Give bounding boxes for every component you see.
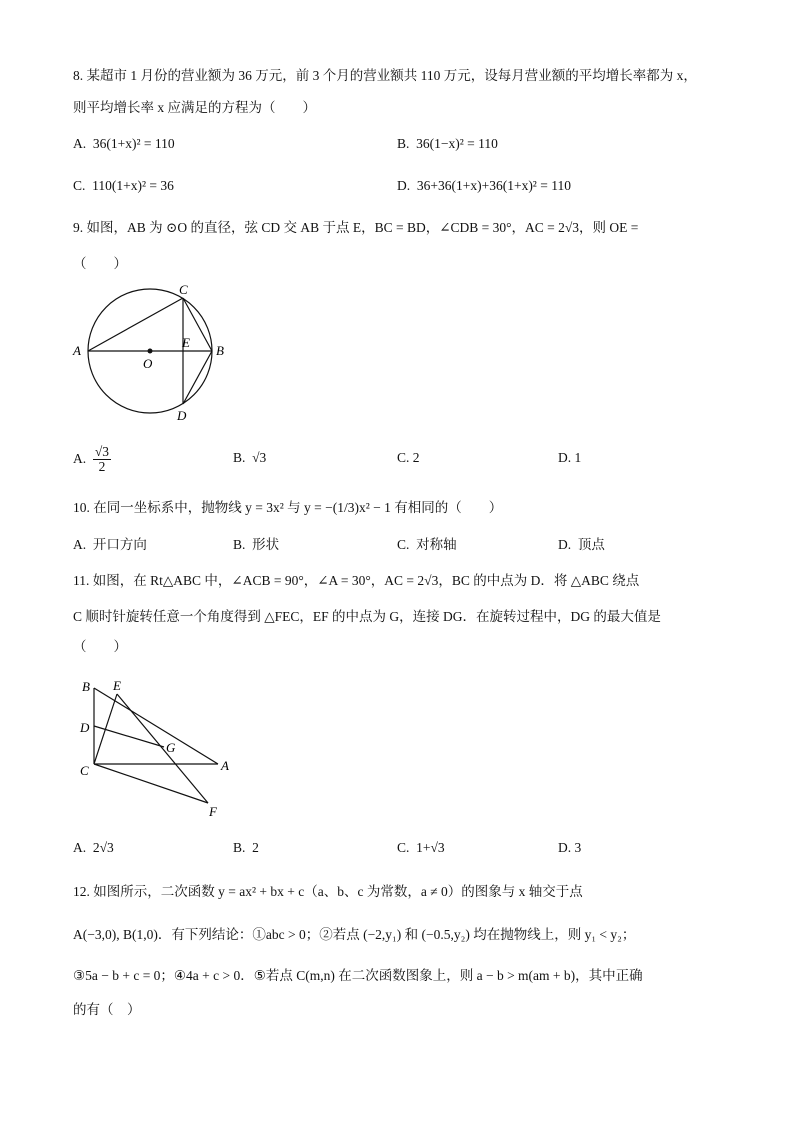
label-b: B <box>216 343 224 358</box>
q9-circle-figure <box>70 278 230 428</box>
label-o: O <box>143 356 153 371</box>
fraction-sqrt3-over-2: $\frac{√3}{2}$ <box>94 444 110 475</box>
q8-option-b: B. 36(1−x)² = 110 <box>397 136 498 151</box>
q11-option-c: C. 1+√3 <box>397 840 445 855</box>
q11-stem-line1: 11. 如图，在 Rt△ABC 中，∠ACB = 90°，∠A = 30°，AC = 2√3，BC 的中点为 D．将 △ABC 绕点 <box>73 573 640 588</box>
label-d: D <box>80 720 90 735</box>
q11-stem-line2: C 顺时针旋转任意一个角度得到 △FEC，EF 的中点为 G，连接 DG．在旋转过程中，DG 的最大值是 <box>73 609 661 624</box>
q8-stem-line1: 8. 某超市 1 月份的营业额为 36 万元，前 3 个月的营业额共 110 万元，设每月营业额的平均增长率都为 x， <box>73 68 697 83</box>
q10-option-c: C. 对称轴 <box>397 537 457 552</box>
q8-option-d: D. 36+36(1+x)+36(1+x)² = 110 <box>397 178 571 193</box>
center-point-o <box>148 349 153 354</box>
segment-ef <box>117 694 208 803</box>
q11-option-d: D. 3 <box>558 840 582 855</box>
label-b: B <box>82 679 90 694</box>
q12-stem-line2: A(−3,0), B(1,0)．有下列结论：①abc > 0；②若点 (−2,y₁) 和 (−0.5,y₂) 均在抛物线上，则 y₁ < y₂； <box>73 927 636 942</box>
q10-stem-line1: 10. 在同一坐标系中，抛物线 y = 3x² 与 y = −(1/3)x² − 1 有相同的（ ） <box>73 500 503 515</box>
q11-option-a: A. 2√3 <box>73 840 114 855</box>
q10-option-d: D. 顶点 <box>558 537 605 552</box>
label-g: G <box>166 740 176 755</box>
q9-option-c: C. 2 <box>397 450 420 465</box>
segment-cf <box>94 764 208 803</box>
segment-dg <box>94 726 164 747</box>
q12-stem-line4: 的有（ ） <box>73 1002 141 1017</box>
q8-option-a: A. 36(1+x)² = 110 <box>73 136 175 151</box>
q9-option-b: B. √3 <box>233 450 267 465</box>
q9-stem-line1: 9. 如图，AB 为 ⊙O 的直径，弦 CD 交 AB 于点 E，BC = BD，∠CDB = 30°，AC = 2√3，则 OE = <box>73 220 639 235</box>
label-f: F <box>209 804 217 819</box>
segment-ba <box>94 688 218 764</box>
q11-option-b: B. 2 <box>233 840 259 855</box>
q11-stem-line3: （ ） <box>73 639 127 654</box>
label-a: A <box>221 758 229 773</box>
q12-stem-line1: 12. 如图所示，二次函数 y = ax² + bx + c（a、b、c 为常数，a ≠ 0）的图象与 x 轴交于点 <box>73 884 583 899</box>
label-c: C <box>80 763 89 778</box>
q10-option-a: A. 开口方向 <box>73 537 147 552</box>
q10-option-b: B. 形状 <box>233 537 280 552</box>
label-e: E <box>182 335 190 350</box>
q12-stem-line3: ③5a − b + c = 0；④4a + c > 0．⑤若点 C(m,n) 在二次函数图象上，则 a − b > m(am + b)，其中正确 <box>73 968 643 983</box>
q9-option-d: D. 1 <box>558 450 582 465</box>
q9-stem-line2: （ ） <box>73 256 127 271</box>
segment-ac <box>88 298 183 351</box>
label-d: D <box>177 408 187 423</box>
q11-triangle-figure <box>72 675 242 820</box>
q9-option-a: A. $\frac{√3}{2}$ <box>73 444 110 475</box>
label-a: A <box>73 343 81 358</box>
label-c: C <box>179 282 188 297</box>
segment-bd <box>183 351 212 404</box>
q8-option-c: C. 110(1+x)² = 36 <box>73 178 174 193</box>
q8-stem-line2: 则平均增长率 x 应满足的方程为（ ） <box>73 100 316 115</box>
label-e: E <box>113 678 121 693</box>
